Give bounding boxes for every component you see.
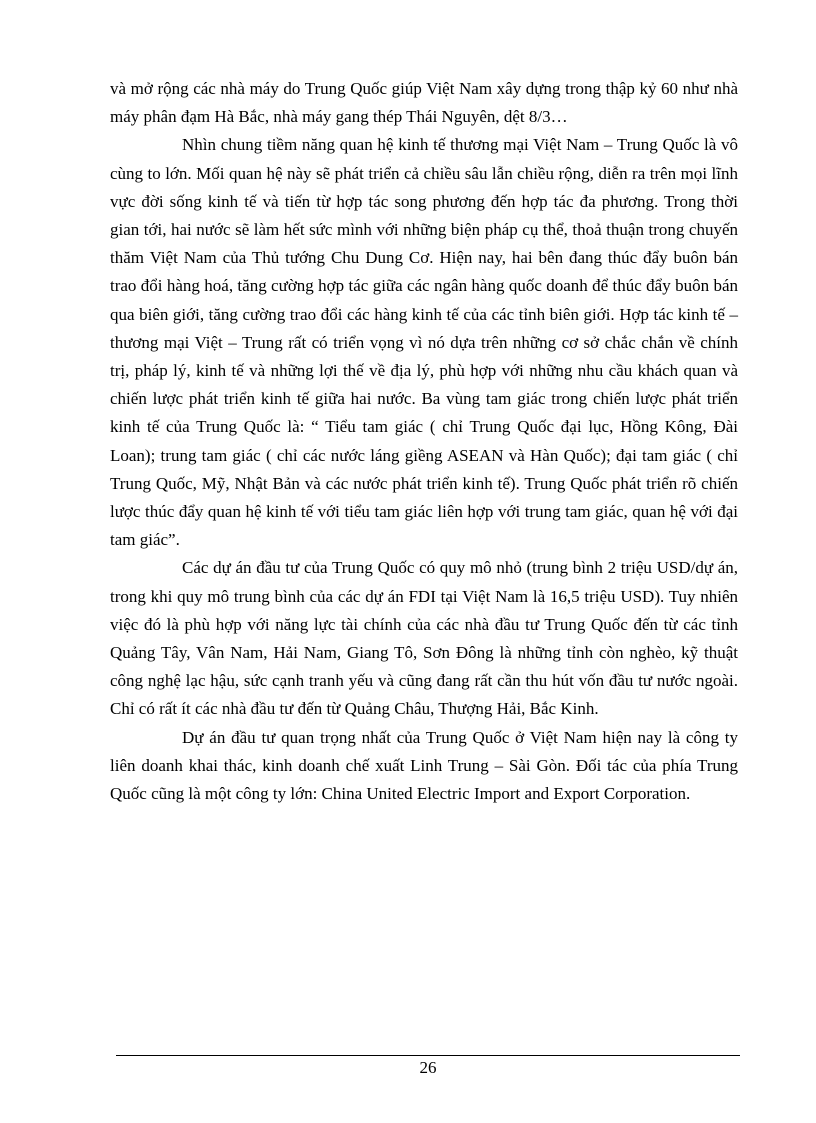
body-text	[110, 75, 738, 808]
page-number: 26	[419, 1058, 437, 1077]
paragraph-1: và mở rộng các nhà máy do Trung Quốc giúp Việt Nam xây dựng trong thập kỷ 60 như nhà máy phân đạm Hà Bắc, nhà máy gang thép Thái Nguyên, dệt 8/3…	[110, 79, 738, 127]
paragraph-2: Nhìn chung tiềm năng quan hệ kinh tế thương mại Việt Nam – Trung Quốc là vô cùng to lớn. Mối quan hệ này sẽ phát triển cả chiều sâu lẫn chiều rộng, diễn ra trên mọi lĩnh vực đời sống kinh tế và tiến từ hợp tác song phương đến hợp tác đa phương. Trong thời gian tới, hai nước sẽ làm hết sức mình với những biện pháp cụ thể, thoả thuận trong chuyến thăm Việt Nam của Thủ tướng Chu Dung Cơ. Hiện nay, hai bên đang thúc đẩy buôn bán trao đổi hàng hoá, tăng cường hợp tác giữa các ngân hàng quốc doanh để thúc đẩy buôn bán qua biên giới, tăng cường trao đổi các hàng kinh tế của các tỉnh biên giới. Hợp tác kinh tế – thương mại Việt – Trung rất có triển vọng vì nó dựa trên những cơ sở chắc chắn về chính trị, pháp lý, kinh tế và những lợi thế về địa lý, phù hợp với những nhu cầu khách quan và chiến lược phát triển kinh tế giữa hai nước. Ba vùng tam giác trong chiến lược phát triển kinh tế của Trung Quốc là: “ Tiểu tam giác ( chỉ Trung Quốc đại lục, Hồng Kông, Đài Loan); trung tam giác ( chỉ các nước láng giềng ASEAN và Hàn Quốc); đại tam giác ( chỉ Trung Quốc, Mỹ, Nhật Bản và các nước phát triển kinh tế). Trung Quốc phát triển rõ chiến lược thúc đẩy quan hệ kinh tế với tiểu tam giác liên hợp với trung tam giác, quan hệ với đại tam giác”.	[110, 135, 738, 550]
footer-divider	[116, 1055, 740, 1056]
paragraph-3: Các dự án đầu tư của Trung Quốc có quy mô nhỏ (trung bình 2 triệu USD/dự án, trong khi quy mô trung bình của các dự án FDI tại Việt Nam là 16,5 triệu USD). Tuy nhiên việc đó là phù hợp với năng lực tài chính của các nhà đầu tư Trung Quốc đến từ các tỉnh Quảng Tây, Vân Nam, Hải Nam, Giang Tô, Sơn Đông là những tỉnh còn nghèo, kỹ thuật công nghệ lạc hậu, sức cạnh tranh yếu và cũng đang rất cần thu hút vốn đầu tư nước ngoài. Chỉ có rất ít các nhà đầu tư đến từ Quảng Châu, Thượng Hải, Bắc Kinh.	[110, 558, 738, 719]
paragraph-4: Dự án đầu tư quan trọng nhất của Trung Quốc ở Việt Nam hiện nay là công ty liên doanh khai thác, kinh doanh chế xuất Linh Trung – Sài Gòn. Đối tác của phía Trung Quốc cũng là một công ty lớn: China United Electric Import and Export Corporation.	[110, 727, 738, 804]
